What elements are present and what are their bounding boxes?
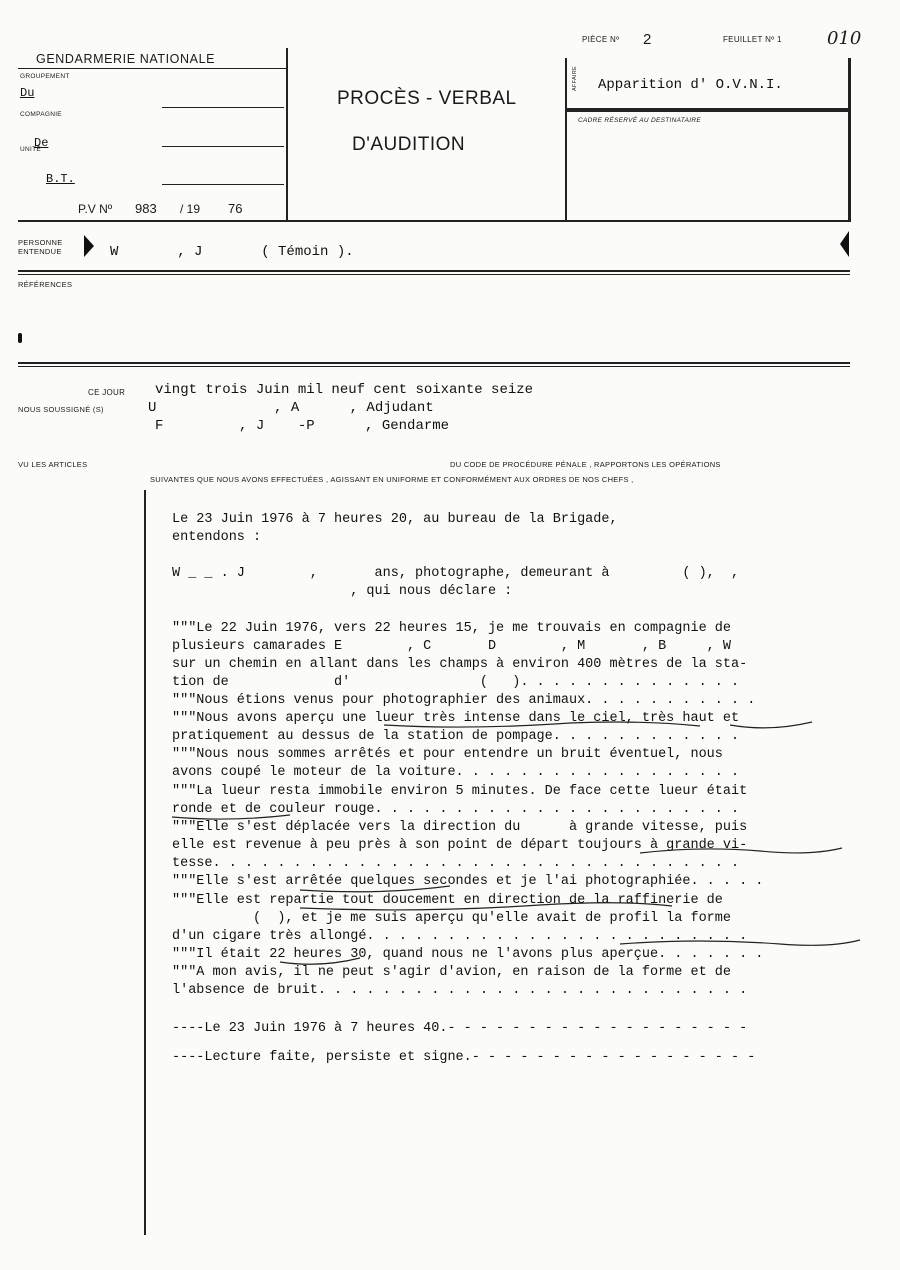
body-line: """Nous nous sommes arrêtés et pour entendre un bruit éventuel, nous: [172, 747, 723, 762]
body-line: , qui nous déclare :: [172, 584, 513, 599]
body-line: """Nous étions venus pour photographier des animaux. . . . . . . . . . .: [172, 693, 756, 708]
unite-value: B.T.: [46, 172, 75, 186]
pv-label: P.V Nº: [78, 202, 113, 216]
personne-value: W , J ( Témoin ).: [110, 244, 354, 260]
closing-line: ----Lecture faite, persiste et signe.- - - - - - - - - - - - - - - - - -: [172, 1050, 756, 1065]
personne-label-2: ENTENDUE: [18, 247, 62, 256]
body-line: W _ _ . J , ans, photographe, demeurant à ( ), ,: [172, 566, 740, 581]
body-line: tion de d' ( ). . . . . . . . . . . . . .: [172, 675, 740, 690]
piece-value: 2: [643, 31, 652, 48]
piece-label: PIÈCE Nº: [582, 35, 620, 44]
articles-line2: SUIVANTES QUE NOUS AVONS EFFECTUÉES , AGISSANT EN UNIFORME ET CONFORMÉMENT AUX ORDRES DE NOS CHEFS ,: [150, 475, 634, 484]
cadre-label: CADRE RÉSERVÉ AU DESTINATAIRE: [578, 117, 701, 124]
groupement-value: Du: [20, 86, 35, 100]
body-line: ( ), et je me suis aperçu qu'elle avait de profil la forme: [172, 911, 731, 926]
body-line: """Le 22 Juin 1976, vers 22 heures 15, je me trouvais en compagnie de: [172, 621, 731, 636]
page-ref: 010: [827, 28, 862, 49]
underline-mark: [730, 722, 812, 728]
body-line: tesse. . . . . . . . . . . . . . . . . . . . . . . . . . . . . . . . .: [172, 856, 740, 871]
underline-mark: [300, 903, 672, 910]
body-line: d'un cigare très allongé. . . . . . . . . . . . . . . . . . . . . . . .: [172, 929, 748, 944]
compagnie-value: De: [34, 136, 49, 150]
pv-number: 983: [135, 201, 157, 216]
underline-mark: [172, 815, 290, 819]
body-line: """La lueur resta immobile environ 5 minutes. De face cette lueur était: [172, 784, 748, 799]
underline-mark: [280, 958, 360, 964]
body-line: l'absence de bruit. . . . . . . . . . . . . . . . . . . . . . . . . . .: [172, 983, 748, 998]
groupement-label: GROUPEMENT: [20, 73, 70, 80]
underline-mark: [300, 886, 450, 892]
affaire-label: AFFAIRE: [572, 66, 578, 92]
vu-articles-label: VU LES ARTICLES: [18, 460, 88, 469]
body-line: plusieurs camarades E , C D , M , B , W: [172, 639, 731, 654]
soussigne-label: NOUS SOUSSIGNÉ (S): [18, 405, 104, 414]
compagnie-label: COMPAGNIE: [20, 111, 62, 118]
body-line: Le 23 Juin 1976 à 7 heures 20, au bureau de la Brigade,: [172, 512, 618, 527]
unite-label: UNITÉ: [20, 146, 41, 153]
soussigne-line2: F , J -P , Gendarme: [155, 418, 450, 434]
body-line: """A mon avis, il ne peut s'agir d'avion, en raison de la forme et de: [172, 965, 731, 980]
body-line: ronde et de couleur rouge. . . . . . . . . . . . . . . . . . . . . . .: [172, 802, 740, 817]
body-line: """Elle est repartie tout doucement en direction de la raffinerie de: [172, 893, 723, 908]
pv-year: 76: [228, 201, 243, 216]
body-line: entendons :: [172, 530, 262, 545]
ce-jour-value: vingt trois Juin mil neuf cent soixante seize: [155, 382, 534, 398]
references-label: RÉFÉRENCES: [18, 280, 73, 289]
body-line: avons coupé le moteur de la voiture. . . . . . . . . . . . . . . . . .: [172, 765, 740, 780]
underline-mark: [384, 722, 700, 727]
underline-mark: [620, 940, 860, 945]
pv-year-prefix: / 19: [180, 202, 201, 216]
body-line: pratiquement au dessus de la station de pompage. . . . . . . . . . . .: [172, 729, 740, 744]
document-title-line1: PROCÈS - VERBAL: [337, 88, 517, 109]
body-line: sur un chemin en allant dans les champs à environ 400 mètres de la sta-: [172, 657, 748, 672]
body-line: """Nous avons aperçu une lueur très intense dans le ciel, très haut et: [172, 711, 740, 726]
personne-label-1: PERSONNE: [18, 238, 63, 247]
body-line: """Il était 22 heures 30, quand nous ne l'avons plus aperçue. . . . . . .: [172, 947, 764, 962]
body-line: """Elle s'est déplacée vers la direction du à grande vitesse, puis: [172, 820, 748, 835]
articles-line1: DU CODE DE PROCÉDURE PÉNALE , RAPPORTONS LES OPÉRATIONS: [450, 460, 721, 469]
ce-jour-label: CE JOUR: [88, 388, 126, 397]
body-line: """Elle s'est arrêtée quelques secondes et je l'ai photographiée. . . . .: [172, 874, 764, 889]
gendarmerie-title: GENDARMERIE NATIONALE: [36, 52, 216, 66]
soussigne-line1: U , A , Adjudant: [148, 400, 434, 416]
body-line: elle est revenue à peu près à son point de départ toujours à grande vi-: [172, 838, 748, 853]
document-title-line2: D'AUDITION: [352, 134, 466, 155]
feuillet-label: FEUILLET Nº 1: [723, 35, 782, 44]
affaire-value: Apparition d' O.V.N.I.: [598, 77, 783, 93]
underline-mark: [640, 848, 842, 853]
closing-line: ----Le 23 Juin 1976 à 7 heures 40.- - - - - - - - - - - - - - - - - - -: [172, 1021, 748, 1036]
